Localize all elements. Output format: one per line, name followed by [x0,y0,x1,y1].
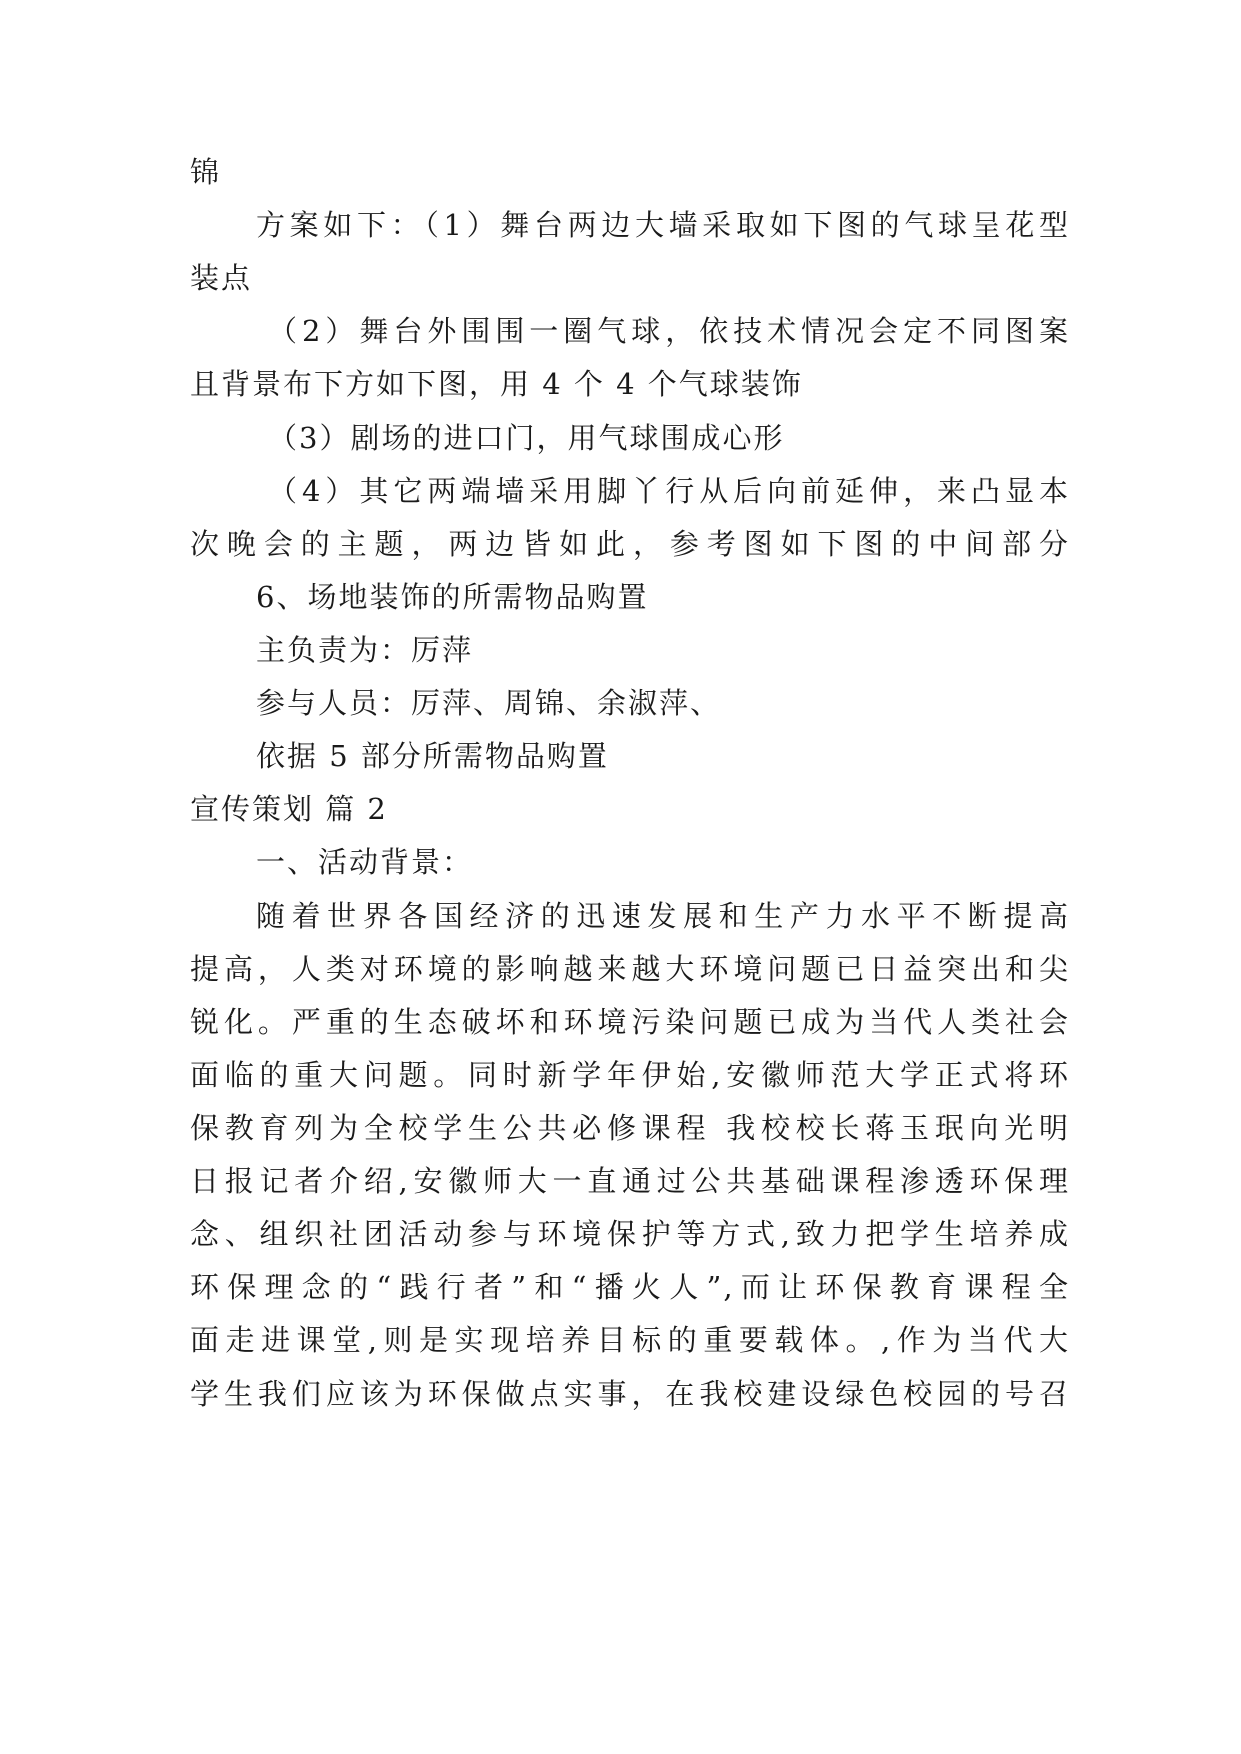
participants: 参与人员：厉萍、周锦、余淑萍、 [256,686,722,720]
paragraph-line-6: 日报记者介绍,安徽师大一直通过公共基础课程渗透环保理 [190,1164,1070,1198]
paragraph-line-5: 保教育列为全校学生公共必修课程 我校校长蒋玉珉向光明 [190,1111,1070,1145]
paragraph-line-2: 提高，人类对环境的影响越来越大环境问题已日益突出和尖 [190,952,1070,986]
responsible-person: 主负责为：厉萍 [256,633,474,667]
purchase-basis: 依据 5 部分所需物品购置 [256,739,609,773]
text-line-1: 锦 [190,155,222,189]
paragraph-line-8: 环保理念的“践行者”和“播火人”,而让环保教育课程全 [190,1270,1070,1304]
paragraph-line-3: 锐化。严重的生态破坏和环境污染问题已成为当代人类社会 [190,1005,1070,1039]
text-line-4: （2）舞台外围围一圈气球，依技术情况会定不同图案 [268,314,1070,348]
paragraph-line-4: 面临的重大问题。同时新学年伊始,安徽师范大学正式将环 [190,1058,1070,1092]
text-line-2: 方案如下：（1）舞台两边大墙采取如下图的气球呈花型 [256,208,1070,242]
activity-background-heading: 一、活动背景： [256,845,474,879]
text-line-8: 次晚会的主题，两边皆如此，参考图如下图的中间部分 [190,527,1070,561]
text-line-6: （3）剧场的进口门，用气球围成心形 [268,421,785,455]
text-line-3: 装点 [190,261,253,295]
section-heading-6: 6、场地装饰的所需物品购置 [256,580,649,614]
text-line-7: （4）其它两端墙采用脚丫行从后向前延伸，来凸显本 [268,474,1070,508]
section-title-part-2: 宣传策划 篇 2 [190,792,388,826]
paragraph-line-10: 学生我们应该为环保做点实事，在我校建设绿色校园的号召 [190,1377,1070,1411]
paragraph-line-9: 面走进课堂,则是实现培养目标的重要载体。,作为当代大 [190,1323,1070,1357]
text-line-5: 且背景布下方如下图，用 4 个 4 个气球装饰 [190,367,803,401]
paragraph-line-7: 念、组织社团活动参与环境保护等方式,致力把学生培养成 [190,1217,1070,1251]
paragraph-line-1: 随着世界各国经济的迅速发展和生产力水平不断提高 [256,899,1070,933]
